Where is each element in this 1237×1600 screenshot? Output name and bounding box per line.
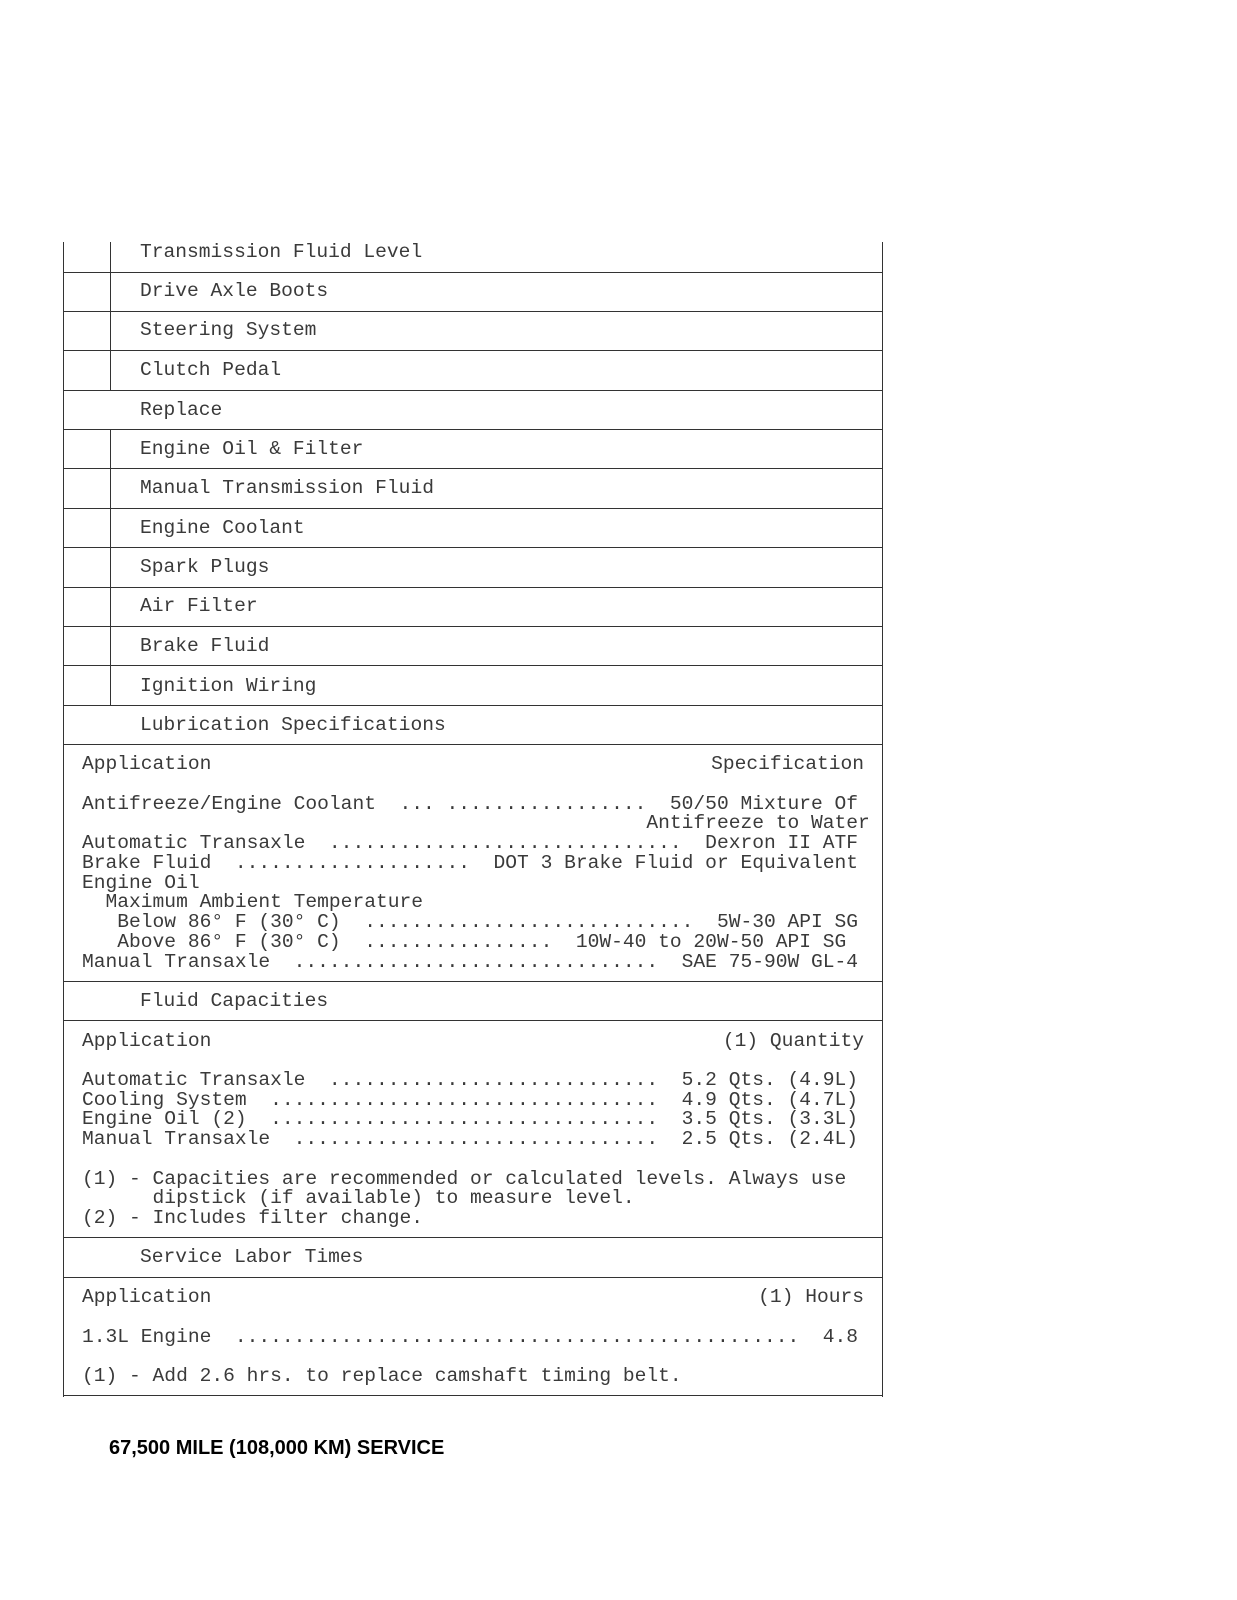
footnote: (1) - Capacities are recommended or calculated levels. Always use bbox=[82, 1168, 847, 1190]
footnote: (2) - Includes filter change. bbox=[82, 1207, 423, 1229]
row-divider bbox=[63, 1237, 883, 1238]
section-label-replace: Replace bbox=[140, 399, 223, 421]
checklist-item-label: Engine Coolant bbox=[140, 517, 305, 539]
capacity-line: Manual Transaxle ............................... 2.5 Qts. (2.4L) bbox=[82, 1128, 859, 1150]
row-divider bbox=[63, 429, 883, 430]
spec-line: Engine Oil bbox=[82, 872, 200, 894]
checklist-item-label: Air Filter bbox=[140, 595, 258, 617]
capacity-line: Engine Oil (2) ................................. 3.5 Qts. (3.3L) bbox=[82, 1108, 859, 1130]
spec-line: Below 86° F (30° C) ............................ 5W-30 API SG bbox=[82, 911, 859, 933]
checklist-item-label: Drive Axle Boots bbox=[140, 280, 329, 302]
row-divider bbox=[63, 626, 883, 627]
checkbox-left bbox=[110, 587, 111, 627]
column-header-application: Application bbox=[82, 753, 212, 775]
checkbox-left bbox=[110, 468, 111, 508]
row-divider bbox=[63, 350, 883, 351]
row-divider bbox=[63, 508, 883, 509]
column-header-application: Application bbox=[82, 1286, 212, 1308]
frame-right-border bbox=[882, 242, 883, 1397]
checkbox-left bbox=[110, 350, 111, 390]
spec-line: Above 86° F (30° C) ................ 10W-40 to 20W-50 API SG bbox=[82, 931, 847, 953]
row-divider bbox=[63, 272, 883, 273]
row-divider bbox=[63, 665, 883, 666]
row-divider bbox=[63, 547, 883, 548]
checkbox-left bbox=[110, 272, 111, 312]
spec-line: Antifreeze/Engine Coolant ... ................. 50/50 Mixture Of bbox=[82, 793, 859, 815]
spec-line: Brake Fluid .................... DOT 3 Brake Fluid or Equivalent bbox=[82, 852, 859, 874]
footnote: dipstick (if available) to measure level. bbox=[82, 1187, 635, 1209]
checklist-item-label: Ignition Wiring bbox=[140, 675, 317, 697]
checkbox-left bbox=[110, 242, 111, 272]
capacity-line: Automatic Transaxle ............................ 5.2 Qts. (4.9L) bbox=[82, 1069, 859, 1091]
footnote: (1) - Add 2.6 hrs. to replace camshaft timing belt. bbox=[82, 1365, 682, 1387]
row-divider bbox=[63, 744, 883, 745]
checkbox-left bbox=[110, 508, 111, 548]
row-divider bbox=[63, 981, 883, 982]
labor-line: 1.3L Engine ................................................ 4.8 bbox=[82, 1326, 859, 1348]
row-divider bbox=[63, 311, 883, 312]
next-section-heading: 67,500 MILE (108,000 KM) SERVICE bbox=[109, 1437, 445, 1459]
row-divider bbox=[63, 390, 883, 391]
checklist-item-label: Brake Fluid bbox=[140, 635, 270, 657]
spec-line: Manual Transaxle ............................... SAE 75-90W GL-4 bbox=[82, 951, 859, 973]
checklist-item-label: Spark Plugs bbox=[140, 556, 270, 578]
checklist-item-label: Manual Transmission Fluid bbox=[140, 477, 434, 499]
checkbox-left bbox=[110, 429, 111, 469]
checkbox-left bbox=[110, 547, 111, 587]
checkbox-left bbox=[110, 311, 111, 351]
spec-line: Antifreeze to Water bbox=[82, 812, 870, 834]
section-title: Fluid Capacities bbox=[140, 990, 329, 1012]
checklist-item-label: Transmission Fluid Level bbox=[140, 241, 423, 263]
checkbox-left bbox=[110, 665, 111, 705]
table-bottom-border bbox=[63, 1395, 883, 1396]
capacity-line: Cooling System ................................. 4.9 Qts. (4.7L) bbox=[82, 1089, 859, 1111]
spec-line: Maximum Ambient Temperature bbox=[82, 891, 423, 913]
column-header-application: Application bbox=[82, 1030, 212, 1052]
section-title: Lubrication Specifications bbox=[140, 714, 446, 736]
checklist-item-label: Steering System bbox=[140, 319, 317, 341]
column-header-hours: (1) Hours bbox=[758, 1286, 864, 1308]
checklist-item-label: Engine Oil & Filter bbox=[140, 438, 364, 460]
row-divider bbox=[63, 705, 883, 706]
section-title: Service Labor Times bbox=[140, 1246, 364, 1268]
row-divider bbox=[63, 468, 883, 469]
column-header-specification: Specification bbox=[711, 753, 864, 775]
checklist-item-label: Clutch Pedal bbox=[140, 359, 282, 381]
row-divider bbox=[63, 1277, 883, 1278]
row-divider bbox=[63, 1020, 883, 1021]
spec-line: Automatic Transaxle .............................. Dexron II ATF bbox=[82, 832, 859, 854]
checkbox-left bbox=[110, 626, 111, 666]
row-divider bbox=[63, 587, 883, 588]
column-header-quantity: (1) Quantity bbox=[722, 1030, 864, 1052]
frame-left-border bbox=[63, 242, 64, 1397]
